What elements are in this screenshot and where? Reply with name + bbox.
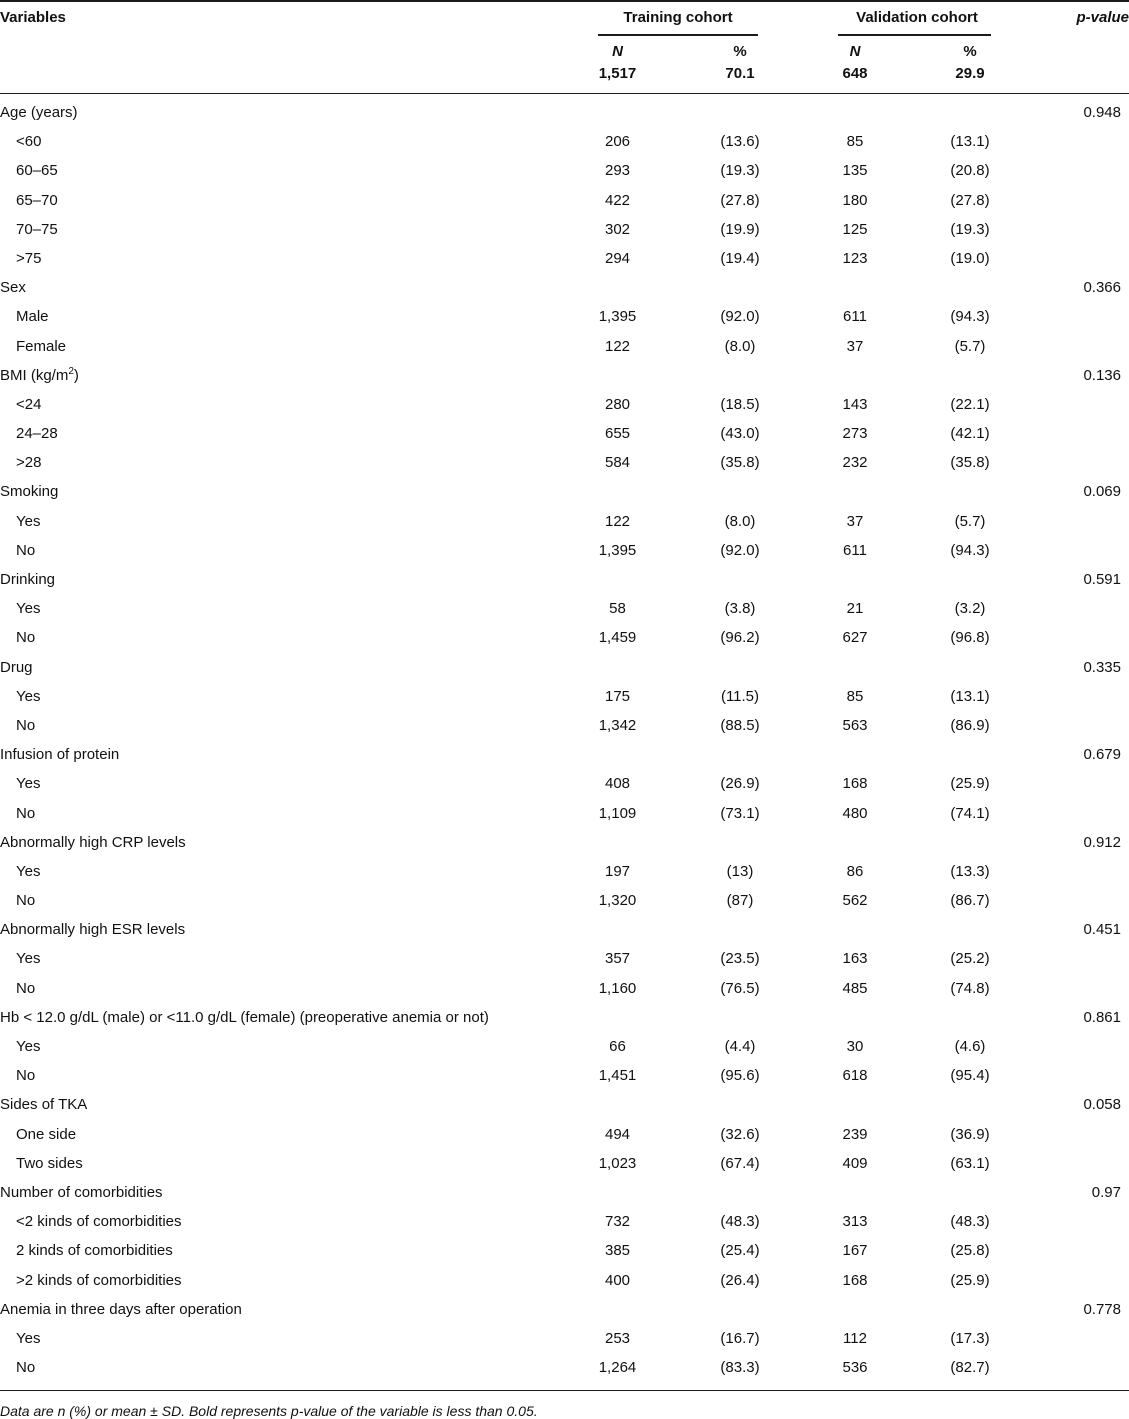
- training-pct-cell: (26.4): [720, 1271, 760, 1289]
- row-label: No: [16, 1067, 36, 1085]
- row-label: Drinking: [0, 571, 56, 588]
- p-value-cell: 0.136: [1083, 366, 1121, 384]
- table-group-row: [0, 1296, 1129, 1325]
- training-pct-cell: (18.5): [720, 395, 760, 413]
- training-n-value: 1,517: [598, 65, 637, 82]
- row-label: >2 kinds of comorbidities: [16, 1271, 182, 1289]
- row-label: No: [16, 979, 36, 997]
- validation-pct-cell: (22.1): [950, 395, 990, 413]
- validation-pct-cell: (13.1): [950, 687, 990, 705]
- training-pct-cell: (92.0): [720, 308, 760, 326]
- validation-n-cell: 85: [846, 133, 864, 151]
- row-label: Number of comorbidities: [0, 1183, 163, 1201]
- table-row: [0, 303, 1129, 332]
- table-row: [0, 800, 1129, 829]
- training-pct-cell: (25.4): [720, 1242, 760, 1260]
- table-row: [0, 333, 1129, 362]
- training-pct-cell: (23.5): [720, 950, 760, 968]
- row-label: Yes: [16, 1329, 41, 1347]
- training-pct-cell: (67.4): [720, 1154, 760, 1172]
- validation-pct-cell: (13.3): [950, 862, 990, 880]
- table-row: [0, 1150, 1129, 1179]
- training-pct-cell: (83.3): [720, 1359, 760, 1377]
- training-n-cell: 494: [604, 1125, 631, 1143]
- header-p-value: p-value: [1076, 9, 1129, 26]
- row-label: Age (years): [0, 104, 78, 121]
- table-row: [0, 1121, 1129, 1150]
- table-row: [0, 770, 1129, 799]
- validation-pct-cell: (4.6): [954, 1038, 986, 1055]
- row-label: 24–28: [16, 425, 58, 443]
- training-n-cell: 58: [609, 600, 626, 618]
- training-pct-cell: (95.6): [720, 1067, 760, 1085]
- validation-pct-cell: (86.9): [950, 716, 990, 734]
- row-label: Yes: [16, 775, 41, 793]
- training-n-cell: 1,395: [598, 308, 637, 326]
- table-group-row: [0, 741, 1129, 770]
- training-n-cell: 293: [604, 162, 631, 180]
- training-n-cell: 122: [604, 337, 631, 355]
- table-bottom-rule: [0, 1390, 1129, 1391]
- training-pct-cell: (27.8): [720, 191, 760, 209]
- validation-pct-cell: (3.2): [954, 600, 986, 618]
- validation-n-cell: 485: [842, 979, 868, 997]
- row-label: Yes: [16, 950, 41, 968]
- p-value-cell: 0.451: [1083, 921, 1121, 939]
- row-label: >75: [16, 249, 42, 267]
- training-pct-cell: (48.3): [720, 1213, 760, 1231]
- table-row: [0, 157, 1129, 186]
- training-pct-cell: (16.7): [720, 1329, 760, 1347]
- training-pct-cell: (92.0): [720, 541, 760, 559]
- training-n-cell: 294: [604, 249, 631, 267]
- validation-pct-value: 29.9: [955, 65, 985, 82]
- validation-pct-cell: (27.8): [950, 191, 990, 209]
- row-label: Yes: [16, 1038, 41, 1055]
- header-validation-cohort: Validation cohort: [856, 9, 978, 26]
- training-n-cell: 302: [604, 220, 631, 238]
- validation-pct-cell: (42.1): [950, 425, 990, 443]
- row-label: Smoking: [0, 483, 59, 501]
- validation-n-cell: 168: [842, 775, 868, 793]
- row-label: <60: [16, 133, 42, 151]
- p-value-cell: 0.591: [1083, 571, 1121, 588]
- validation-pct-cell: (25.8): [950, 1242, 990, 1260]
- validation-n-cell: 85: [846, 687, 864, 705]
- row-label: One side: [16, 1125, 77, 1143]
- training-pct-cell: (96.2): [720, 629, 760, 647]
- validation-n-value: 648: [842, 65, 868, 82]
- row-label: No: [16, 541, 36, 559]
- training-n-cell: 1,459: [598, 629, 637, 647]
- table-row: [0, 624, 1129, 653]
- row-label: Hb < 12.0 g/dL (male) or <11.0 g/dL (female) (preoperative anemia or not): [0, 1008, 489, 1026]
- validation-n-cell: 239: [842, 1125, 868, 1143]
- validation-pct-cell: (86.7): [950, 892, 990, 910]
- validation-pct-cell: (35.8): [950, 454, 990, 472]
- table-row: [0, 391, 1129, 420]
- training-pct-cell: (43.0): [720, 425, 760, 443]
- validation-n-cell: 480: [842, 804, 868, 822]
- training-pct-cell: (87): [726, 892, 754, 910]
- training-pct-cell: (11.5): [720, 687, 760, 705]
- training-n-cell: 584: [604, 454, 631, 472]
- training-n-cell: 1,264: [598, 1359, 637, 1377]
- validation-n-label: N: [849, 43, 861, 60]
- table-row: [0, 420, 1129, 449]
- validation-n-cell: 562: [842, 892, 868, 910]
- validation-pct-cell: (13.1): [950, 133, 990, 151]
- row-label: Sides of TKA: [0, 1096, 88, 1114]
- validation-pct-cell: (94.3): [950, 308, 990, 326]
- table-group-row: [0, 1179, 1129, 1208]
- row-label: <24: [16, 395, 42, 413]
- table-row: [0, 1062, 1129, 1091]
- validation-n-cell: 168: [842, 1271, 868, 1289]
- table-row: [0, 128, 1129, 157]
- validation-n-cell: 37: [846, 512, 864, 530]
- training-n-cell: 732: [604, 1213, 631, 1231]
- validation-n-cell: 37: [846, 337, 864, 355]
- validation-pct-cell: (74.8): [950, 979, 990, 997]
- row-label: No: [16, 1359, 36, 1377]
- validation-n-cell: 112: [843, 1329, 867, 1347]
- training-pct-cell: (8.0): [724, 512, 756, 530]
- training-n-cell: 122: [604, 512, 631, 530]
- validation-n-cell: 313: [842, 1213, 868, 1231]
- validation-pct-cell: (63.1): [950, 1154, 990, 1172]
- table-group-row: [0, 1004, 1129, 1033]
- row-label: 2 kinds of comorbidities: [16, 1242, 173, 1260]
- validation-n-cell: 273: [842, 425, 868, 443]
- row-label: No: [16, 892, 36, 910]
- training-n-cell: 357: [604, 950, 631, 968]
- training-pct-cell: (76.5): [720, 979, 760, 997]
- training-n-cell: 197: [604, 862, 631, 880]
- training-pct-cell: (32.6): [720, 1125, 760, 1143]
- validation-pct-cell: (96.8): [950, 629, 990, 647]
- p-value-cell: 0.97: [1091, 1183, 1121, 1201]
- row-label: Abnormally high ESR levels: [0, 921, 186, 939]
- training-n-cell: 385: [604, 1242, 631, 1260]
- header-variables: Variables: [0, 9, 66, 26]
- validation-n-cell: 409: [842, 1154, 868, 1172]
- training-n-label: N: [612, 43, 623, 60]
- row-label: 65–70: [16, 191, 58, 209]
- table-row: [0, 712, 1129, 741]
- validation-pct-cell: (48.3): [950, 1213, 990, 1231]
- validation-pct-cell: (25.9): [950, 775, 990, 793]
- table-group-row: [0, 916, 1129, 945]
- validation-pct-cell: (25.2): [950, 950, 990, 968]
- training-n-cell: 1,395: [598, 541, 637, 559]
- table-row: [0, 216, 1129, 245]
- validation-pct-cell: (5.7): [954, 337, 986, 355]
- training-n-cell: 1,451: [598, 1067, 637, 1085]
- table-row: [0, 683, 1129, 712]
- p-value-cell: 0.335: [1083, 658, 1121, 676]
- training-pct-cell: (8.0): [724, 337, 756, 355]
- row-label: Yes: [16, 687, 41, 705]
- validation-n-cell: 180: [842, 191, 868, 209]
- row-label: Sex: [0, 279, 26, 297]
- row-label: BMI $(kg/m^2)$: [0, 365, 79, 384]
- p-value-cell: 0.679: [1083, 746, 1121, 764]
- row-label: Yes: [16, 600, 41, 618]
- p-value-cell: 0.778: [1083, 1300, 1121, 1318]
- row-label: Male: [16, 308, 49, 326]
- table-group-row: [0, 1091, 1129, 1120]
- validation-pct-cell: (74.1): [950, 804, 990, 822]
- training-n-cell: 206: [604, 133, 631, 151]
- p-value-cell: 0.912: [1083, 833, 1121, 851]
- header-bottom-rule: [0, 93, 1129, 94]
- table-group-row: [0, 654, 1129, 683]
- table-row: [0, 508, 1129, 537]
- table-row: [0, 858, 1129, 887]
- training-pct-cell: (35.8): [720, 454, 760, 472]
- validation-pct-cell: (95.4): [950, 1067, 990, 1085]
- validation-n-cell: 536: [842, 1359, 868, 1377]
- training-pct-cell: (73.1): [720, 804, 760, 822]
- validation-pct-label: %: [963, 43, 977, 60]
- validation-pct-cell: (25.9): [950, 1271, 990, 1289]
- training-n-cell: 655: [604, 425, 631, 443]
- validation-pct-cell: (17.3): [950, 1329, 990, 1347]
- training-pct-cell: (19.9): [720, 220, 760, 238]
- validation-n-cell: 627: [842, 629, 868, 647]
- validation-cohort-rule: [838, 34, 991, 36]
- row-label: No: [16, 804, 36, 822]
- training-n-cell: 1,342: [598, 716, 637, 734]
- row-label: Yes: [16, 862, 41, 880]
- training-pct-cell: (4.4): [724, 1038, 756, 1055]
- validation-n-cell: 611: [843, 541, 867, 559]
- validation-pct-cell: (94.3): [950, 541, 990, 559]
- table-group-row: [0, 566, 1129, 595]
- validation-pct-cell: (19.0): [950, 249, 990, 267]
- row-label: Abnormally high CRP levels: [0, 833, 186, 851]
- row-label: No: [16, 629, 36, 647]
- training-cohort-rule: [598, 34, 758, 36]
- row-label: No: [16, 716, 36, 734]
- table-group-row: [0, 362, 1129, 391]
- row-label: <2 kinds of comorbidities: [16, 1213, 182, 1231]
- table-row: [0, 945, 1129, 974]
- validation-n-cell: 611: [843, 308, 867, 326]
- table-row: [0, 1354, 1129, 1383]
- validation-n-cell: 163: [842, 950, 868, 968]
- training-n-cell: 253: [604, 1329, 631, 1347]
- training-pct-cell: (88.5): [720, 716, 760, 734]
- table-group-row: [0, 274, 1129, 303]
- training-n-cell: 175: [604, 687, 631, 705]
- table-row: [0, 187, 1129, 216]
- row-label: Two sides: [16, 1154, 83, 1172]
- table-footnote: Data are n (%) or mean ± SD. Bold represents p-value of the variable is less than 0.05.: [0, 1403, 538, 1419]
- training-pct-cell: (13.6): [720, 133, 760, 151]
- training-pct-label: %: [733, 43, 747, 60]
- validation-n-cell: 125: [842, 220, 868, 238]
- training-pct-cell: (13): [726, 862, 754, 880]
- training-pct-value: 70.1: [725, 65, 755, 82]
- p-value-cell: 0.861: [1083, 1008, 1121, 1026]
- table-row: [0, 1237, 1129, 1266]
- table-row: [0, 887, 1129, 916]
- validation-n-cell: 232: [842, 454, 868, 472]
- table-row: [0, 1267, 1129, 1296]
- validation-pct-cell: (5.7): [954, 512, 986, 530]
- row-label: 70–75: [16, 220, 58, 238]
- table-group-row: [0, 99, 1129, 128]
- validation-n-cell: 123: [842, 249, 868, 267]
- validation-n-cell: 143: [842, 395, 868, 413]
- validation-n-cell: 86: [846, 862, 864, 880]
- row-label: Female: [16, 337, 67, 355]
- training-n-cell: 1,320: [598, 892, 637, 910]
- training-n-cell: 1,160: [598, 979, 637, 997]
- row-label: >28: [16, 454, 42, 472]
- table-group-row: [0, 829, 1129, 858]
- validation-pct-cell: (20.8): [950, 162, 990, 180]
- table-row: [0, 1033, 1129, 1062]
- table-row: [0, 1208, 1129, 1237]
- validation-n-cell: 167: [842, 1242, 868, 1260]
- row-label: Yes: [16, 512, 41, 530]
- validation-n-cell: 618: [842, 1067, 868, 1085]
- table-top-rule: [0, 0, 1129, 2]
- table-row: [0, 1325, 1129, 1354]
- validation-pct-cell: (19.3): [950, 220, 990, 238]
- training-n-cell: 400: [604, 1271, 631, 1289]
- training-n-cell: 422: [604, 191, 631, 209]
- header-training-cohort: Training cohort: [623, 9, 733, 26]
- training-pct-cell: (19.4): [720, 249, 760, 267]
- table-row: [0, 449, 1129, 478]
- validation-n-cell: 30: [846, 1038, 864, 1055]
- table-body: [0, 99, 1129, 1383]
- validation-pct-cell: (82.7): [950, 1359, 990, 1377]
- training-n-cell: 1,109: [598, 804, 637, 822]
- table-row: [0, 245, 1129, 274]
- row-label: Infusion of protein: [0, 746, 120, 764]
- training-pct-cell: (19.3): [720, 162, 760, 180]
- p-value-cell: 0.366: [1083, 279, 1121, 297]
- training-pct-cell: (26.9): [720, 775, 760, 793]
- training-n-cell: 1,023: [598, 1154, 637, 1172]
- row-label: Drug: [0, 658, 33, 676]
- p-value-cell: 0.948: [1083, 104, 1121, 121]
- p-value-cell: 0.058: [1083, 1096, 1121, 1114]
- training-pct-cell: (3.8): [724, 600, 756, 618]
- training-n-cell: 408: [604, 775, 631, 793]
- validation-n-cell: 135: [842, 162, 868, 180]
- table-group-row: [0, 478, 1129, 507]
- row-label: Anemia in three days after operation: [0, 1300, 242, 1318]
- p-value-cell: 0.069: [1083, 483, 1121, 501]
- validation-pct-cell: (36.9): [950, 1125, 990, 1143]
- training-n-cell: 280: [604, 395, 631, 413]
- table-row: [0, 595, 1129, 624]
- training-n-cell: 66: [609, 1038, 626, 1055]
- table-row: [0, 975, 1129, 1004]
- table-row: [0, 537, 1129, 566]
- row-label: 60–65: [16, 162, 58, 180]
- validation-n-cell: 563: [842, 716, 868, 734]
- validation-n-cell: 21: [846, 600, 864, 618]
